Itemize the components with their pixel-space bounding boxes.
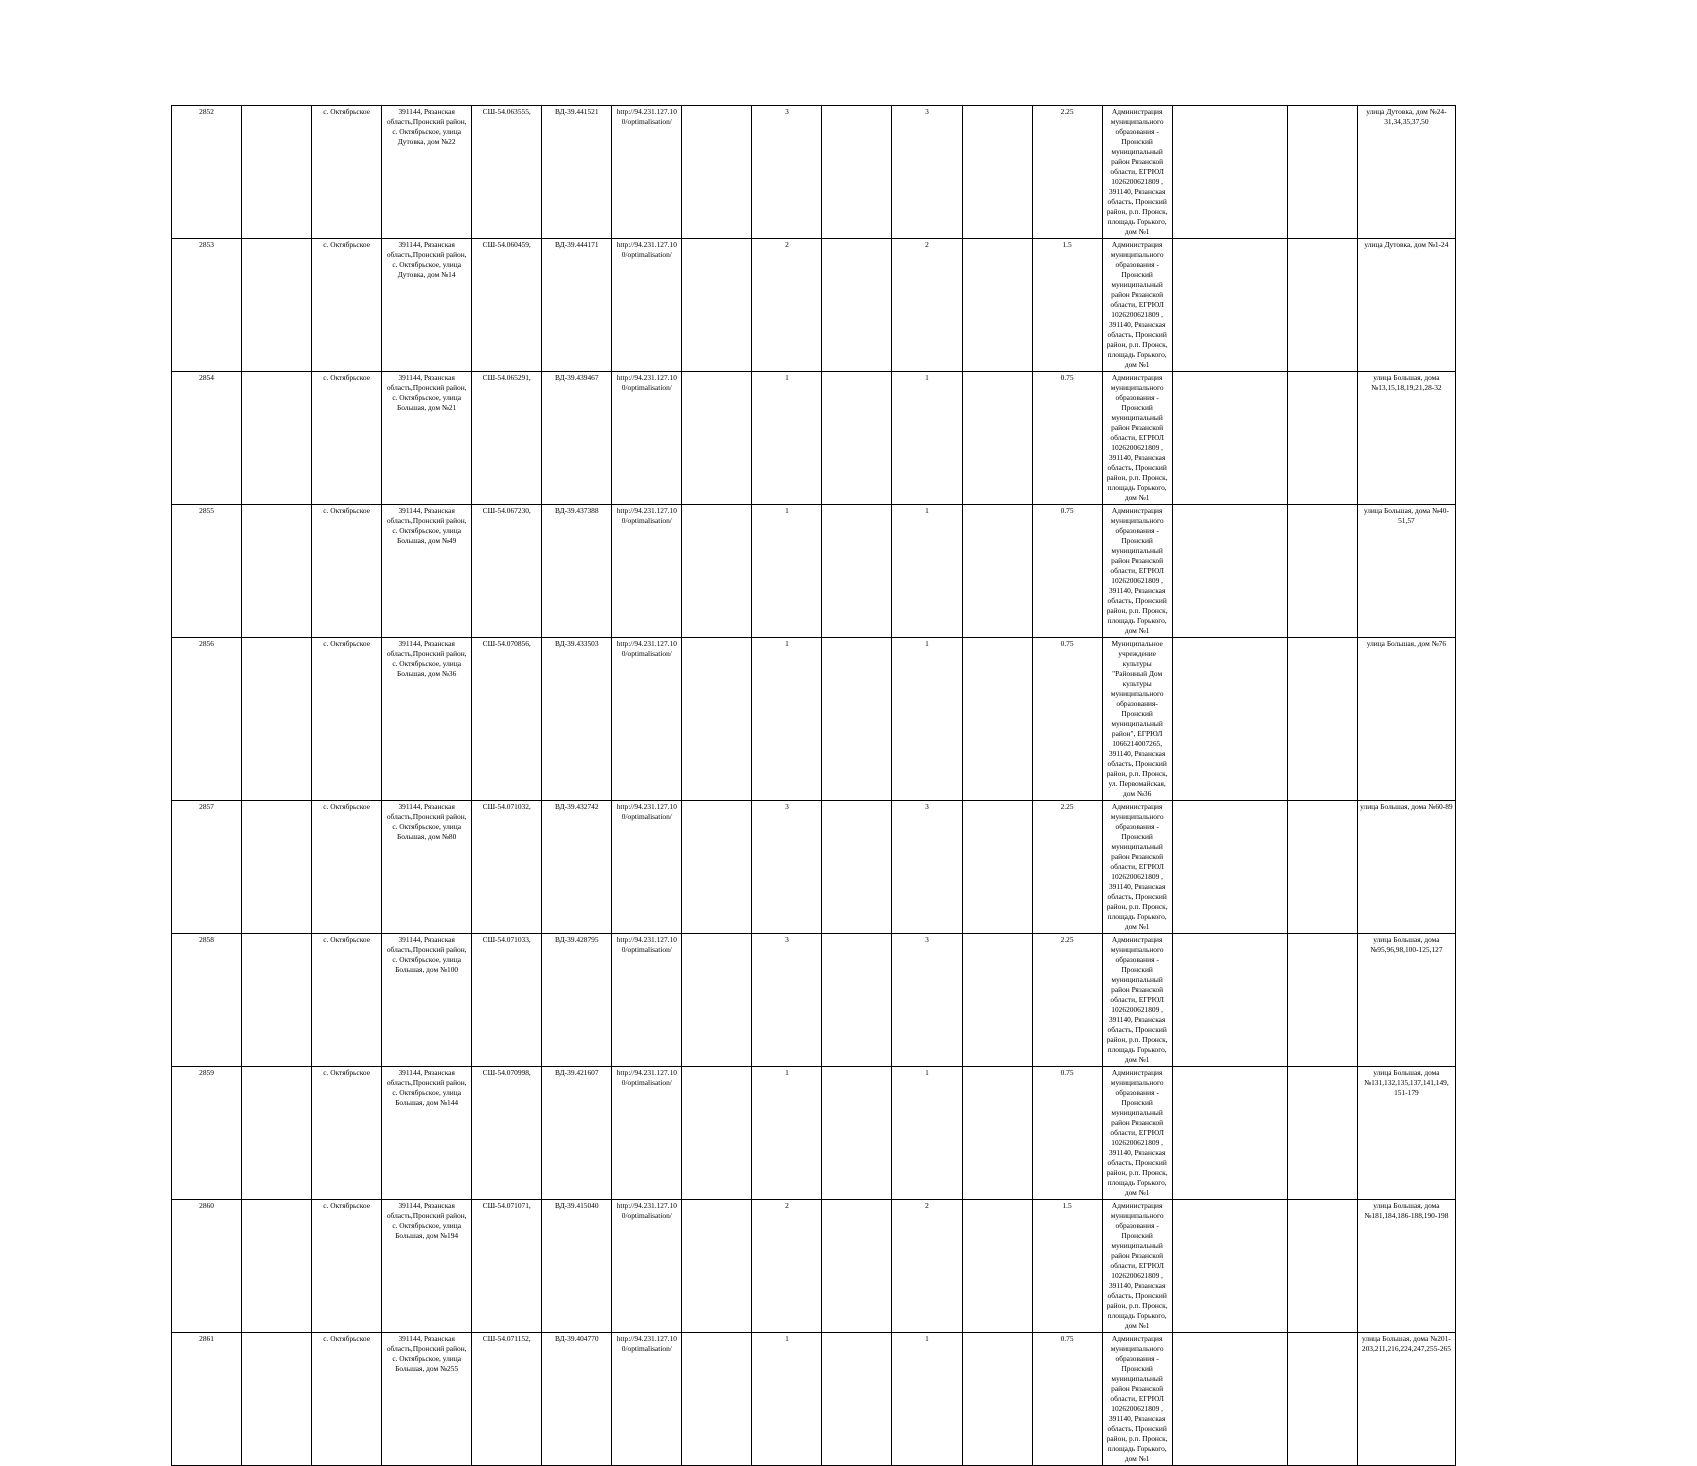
owner-cell: Администрация муниципального образования - Пронский муниципальный район Рязанской области, ЕГРЮЛ 1026200621809 , 391140, Рязанская область, Пронский район, р.п. Пронск, площадь Горького, дом №1 bbox=[1102, 505, 1172, 638]
link-cell: http://94.231.127.10 0/optimalisation/ bbox=[612, 1333, 682, 1466]
link-cell: http://94.231.127.10 0/optimalisation/ bbox=[612, 1067, 682, 1200]
empty-cell bbox=[682, 505, 752, 638]
empty-cell bbox=[962, 1333, 1032, 1466]
link-cell: http://94.231.127.10 0/optimalisation/ bbox=[612, 239, 682, 372]
locality-cell: с. Октябрьское bbox=[312, 638, 382, 801]
empty-cell bbox=[822, 801, 892, 934]
served-cell: улица Большая, дома №60-89 bbox=[1357, 801, 1455, 934]
empty-cell bbox=[1172, 505, 1287, 638]
table-row bbox=[172, 239, 1456, 372]
empty-cell bbox=[1287, 1067, 1357, 1200]
longitude-cell: ВД-39.428795 bbox=[542, 934, 612, 1067]
volume-cell: 0.75 bbox=[1032, 638, 1102, 801]
link-cell: http://94.231.127.10 0/optimalisation/ bbox=[612, 1200, 682, 1333]
empty-cell bbox=[1287, 1200, 1357, 1333]
count-b-cell: 1 bbox=[892, 505, 962, 638]
empty-cell bbox=[1172, 1333, 1287, 1466]
address-cell: 391144, Рязанская область,Пронский район, с. Октябрьское, улица Большая, дом №21 bbox=[382, 372, 472, 505]
owner-cell: Администрация муниципального образования - Пронский муниципальный район Рязанской области, ЕГРЮЛ 1026200621809 , 391140, Рязанская область, Пронский район, р.п. Пронск, площадь Горького, дом №1 bbox=[1102, 1067, 1172, 1200]
empty-cell bbox=[1287, 106, 1357, 239]
empty-cell bbox=[962, 372, 1032, 505]
volume-cell: 0.75 bbox=[1032, 1067, 1102, 1200]
latitude-cell: СШ-54.071152, bbox=[472, 1333, 542, 1466]
empty-cell bbox=[242, 638, 312, 801]
served-cell: улица Большая, дома №13,15,18,19,21,28-32 bbox=[1357, 372, 1455, 505]
count-a-cell: 3 bbox=[752, 801, 822, 934]
longitude-cell: ВД-39.421607 bbox=[542, 1067, 612, 1200]
served-cell: улица Дутовка, дом №24-31,34,35,37,50 bbox=[1357, 106, 1455, 239]
empty-cell bbox=[1287, 801, 1357, 934]
volume-cell: 1.5 bbox=[1032, 239, 1102, 372]
empty-cell bbox=[822, 239, 892, 372]
locality-cell: с. Октябрьское bbox=[312, 1067, 382, 1200]
table-row bbox=[172, 106, 1456, 239]
count-a-cell: 1 bbox=[752, 1333, 822, 1466]
address-cell: 391144, Рязанская область,Пронский район, с. Октябрьское, улица Большая, дом №36 bbox=[382, 638, 472, 801]
longitude-cell: ВД-39.439467 bbox=[542, 372, 612, 505]
address-cell: 391144, Рязанская область,Пронский район, с. Октябрьское, улица Большая, дом №194 bbox=[382, 1200, 472, 1333]
longitude-cell: ВД-39.437388 bbox=[542, 505, 612, 638]
served-cell: улица Большая, дома №201-203,211,216,224,247,255-265 bbox=[1357, 1333, 1455, 1466]
count-a-cell: 3 bbox=[752, 106, 822, 239]
empty-cell bbox=[242, 1200, 312, 1333]
locality-cell: с. Октябрьское bbox=[312, 1333, 382, 1466]
empty-cell bbox=[1287, 934, 1357, 1067]
empty-cell bbox=[242, 1067, 312, 1200]
link-cell: http://94.231.127.10 0/optimalisation/ bbox=[612, 372, 682, 505]
empty-cell bbox=[962, 106, 1032, 239]
link-cell: http://94.231.127.10 0/optimalisation/ bbox=[612, 505, 682, 638]
latitude-cell: СШ-54.071032, bbox=[472, 801, 542, 934]
served-cell: улица Большая, дома №95,96,98,100-125,127 bbox=[1357, 934, 1455, 1067]
address-cell: 391144, Рязанская область,Пронский район, с. Октябрьское, улица Большая, дом №255 bbox=[382, 1333, 472, 1466]
empty-cell bbox=[682, 106, 752, 239]
longitude-cell: ВД-39.433503 bbox=[542, 638, 612, 801]
address-cell: 391144, Рязанская область,Пронский район, с. Октябрьское, улица Дутовка, дом №22 bbox=[382, 106, 472, 239]
owner-cell: Администрация муниципального образования - Пронский муниципальный район Рязанской области, ЕГРЮЛ 1026200621809 , 391140, Рязанская область, Пронский район, р.п. Пронск, площадь Горького, дом №1 bbox=[1102, 372, 1172, 505]
owner-cell: Администрация муниципального образования - Пронский муниципальный район Рязанской области, ЕГРЮЛ 1026200621809 , 391140, Рязанская область, Пронский район, р.п. Пронск, площадь Горького, дом №1 bbox=[1102, 1200, 1172, 1333]
count-b-cell: 2 bbox=[892, 239, 962, 372]
volume-cell: 1.5 bbox=[1032, 1200, 1102, 1333]
empty-cell bbox=[242, 372, 312, 505]
empty-cell bbox=[1172, 934, 1287, 1067]
empty-cell bbox=[1172, 1067, 1287, 1200]
longitude-cell: ВД-39.415040 bbox=[542, 1200, 612, 1333]
served-cell: улица Большая, дома №181,184,186-188,190-198 bbox=[1357, 1200, 1455, 1333]
empty-cell bbox=[682, 372, 752, 505]
empty-cell bbox=[1287, 1333, 1357, 1466]
owner-cell: Муниципальное учреждение культуры "Районный Дом культуры муниципального образования-Пронский муниципальный район", ЕГРЮЛ 1066214007265, 391140, Рязанская область, Пронский район, р.п. Пронск, ул. Первомайская, дом №36 bbox=[1102, 638, 1172, 801]
longitude-cell: ВД-39.432742 bbox=[542, 801, 612, 934]
count-a-cell: 1 bbox=[752, 372, 822, 505]
count-b-cell: 1 bbox=[892, 372, 962, 505]
latitude-cell: СШ-54.063555, bbox=[472, 106, 542, 239]
empty-cell bbox=[682, 638, 752, 801]
empty-cell bbox=[242, 934, 312, 1067]
empty-cell bbox=[1287, 505, 1357, 638]
empty-cell bbox=[682, 934, 752, 1067]
empty-cell bbox=[822, 106, 892, 239]
row-number: 2859 bbox=[172, 1067, 242, 1200]
empty-cell bbox=[242, 1333, 312, 1466]
count-a-cell: 1 bbox=[752, 638, 822, 801]
count-a-cell: 1 bbox=[752, 1067, 822, 1200]
empty-cell bbox=[1172, 372, 1287, 505]
empty-cell bbox=[822, 934, 892, 1067]
volume-cell: 0.75 bbox=[1032, 372, 1102, 505]
registry-table bbox=[171, 105, 1456, 1466]
table-row bbox=[172, 801, 1456, 934]
latitude-cell: СШ-54.060459, bbox=[472, 239, 542, 372]
latitude-cell: СШ-54.070998, bbox=[472, 1067, 542, 1200]
row-number: 2855 bbox=[172, 505, 242, 638]
empty-cell bbox=[962, 934, 1032, 1067]
row-number: 2861 bbox=[172, 1333, 242, 1466]
address-cell: 391144, Рязанская область,Пронский район, с. Октябрьское, улица Дутовка, дом №14 bbox=[382, 239, 472, 372]
count-b-cell: 1 bbox=[892, 1333, 962, 1466]
latitude-cell: СШ-54.067230, bbox=[472, 505, 542, 638]
locality-cell: с. Октябрьское bbox=[312, 801, 382, 934]
empty-cell bbox=[1172, 106, 1287, 239]
row-number: 2856 bbox=[172, 638, 242, 801]
owner-cell: Администрация муниципального образования - Пронский муниципальный район Рязанской области, ЕГРЮЛ 1026200621809 , 391140, Рязанская область, Пронский район, р.п. Пронск, площадь Горького, дом №1 bbox=[1102, 1333, 1172, 1466]
table-row bbox=[172, 638, 1456, 801]
empty-cell bbox=[682, 239, 752, 372]
empty-cell bbox=[822, 1333, 892, 1466]
latitude-cell: СШ-54.071071, bbox=[472, 1200, 542, 1333]
table-row bbox=[172, 1067, 1456, 1200]
table-row bbox=[172, 934, 1456, 1067]
table-row bbox=[172, 1333, 1456, 1466]
link-cell: http://94.231.127.10 0/optimalisation/ bbox=[612, 934, 682, 1067]
table-row bbox=[172, 505, 1456, 638]
empty-cell bbox=[822, 372, 892, 505]
row-number: 2857 bbox=[172, 801, 242, 934]
empty-cell bbox=[822, 638, 892, 801]
empty-cell bbox=[822, 505, 892, 638]
empty-cell bbox=[682, 801, 752, 934]
locality-cell: с. Октябрьское bbox=[312, 372, 382, 505]
empty-cell bbox=[1172, 638, 1287, 801]
empty-cell bbox=[1287, 239, 1357, 372]
volume-cell: 2.25 bbox=[1032, 801, 1102, 934]
table-row bbox=[172, 1200, 1456, 1333]
owner-cell: Администрация муниципального образования - Пронский муниципальный район Рязанской области, ЕГРЮЛ 1026200621809 , 391140, Рязанская область, Пронский район, р.п. Пронск, площадь Горького, дом №1 bbox=[1102, 106, 1172, 239]
longitude-cell: ВД-39.441521 bbox=[542, 106, 612, 239]
count-b-cell: 1 bbox=[892, 638, 962, 801]
owner-cell: Администрация муниципального образования - Пронский муниципальный район Рязанской области, ЕГРЮЛ 1026200621809 , 391140, Рязанская область, Пронский район, р.п. Пронск, площадь Горького, дом №1 bbox=[1102, 934, 1172, 1067]
count-a-cell: 3 bbox=[752, 934, 822, 1067]
row-number: 2858 bbox=[172, 934, 242, 1067]
address-cell: 391144, Рязанская область,Пронский район, с. Октябрьское, улица Большая, дом №49 bbox=[382, 505, 472, 638]
empty-cell bbox=[1287, 638, 1357, 801]
served-cell: улица Дутовка, дом №1-24 bbox=[1357, 239, 1455, 372]
volume-cell: 2.25 bbox=[1032, 106, 1102, 239]
row-number: 2852 bbox=[172, 106, 242, 239]
volume-cell: 0.75 bbox=[1032, 505, 1102, 638]
count-b-cell: 3 bbox=[892, 801, 962, 934]
empty-cell bbox=[242, 239, 312, 372]
empty-cell bbox=[682, 1067, 752, 1200]
address-cell: 391144, Рязанская область,Пронский район, с. Октябрьское, улица Большая, дом №100 bbox=[382, 934, 472, 1067]
count-a-cell: 2 bbox=[752, 1200, 822, 1333]
empty-cell bbox=[1172, 801, 1287, 934]
empty-cell bbox=[682, 1200, 752, 1333]
locality-cell: с. Октябрьское bbox=[312, 1200, 382, 1333]
count-b-cell: 3 bbox=[892, 106, 962, 239]
locality-cell: с. Октябрьское bbox=[312, 934, 382, 1067]
latitude-cell: СШ-54.065291, bbox=[472, 372, 542, 505]
table-row bbox=[172, 372, 1456, 505]
served-cell: улица Большая, дом №76 bbox=[1357, 638, 1455, 801]
address-cell: 391144, Рязанская область,Пронский район, с. Октябрьское, улица Большая, дом №80 bbox=[382, 801, 472, 934]
row-number: 2853 bbox=[172, 239, 242, 372]
empty-cell bbox=[242, 106, 312, 239]
link-cell: http://94.231.127.10 0/optimalisation/ bbox=[612, 638, 682, 801]
empty-cell bbox=[962, 239, 1032, 372]
empty-cell bbox=[962, 1067, 1032, 1200]
count-a-cell: 2 bbox=[752, 239, 822, 372]
volume-cell: 2.25 bbox=[1032, 934, 1102, 1067]
owner-cell: Администрация муниципального образования - Пронский муниципальный район Рязанской области, ЕГРЮЛ 1026200621809 , 391140, Рязанская область, Пронский район, р.п. Пронск, площадь Горького, дом №1 bbox=[1102, 801, 1172, 934]
empty-cell bbox=[822, 1067, 892, 1200]
empty-cell bbox=[962, 638, 1032, 801]
empty-cell bbox=[1172, 239, 1287, 372]
link-cell: http://94.231.127.10 0/optimalisation/ bbox=[612, 106, 682, 239]
empty-cell bbox=[1172, 1200, 1287, 1333]
empty-cell bbox=[962, 505, 1032, 638]
address-cell: 391144, Рязанская область,Пронский район, с. Октябрьское, улица Большая, дом №144 bbox=[382, 1067, 472, 1200]
count-a-cell: 1 bbox=[752, 505, 822, 638]
empty-cell bbox=[822, 1200, 892, 1333]
locality-cell: с. Октябрьское bbox=[312, 505, 382, 638]
count-b-cell: 1 bbox=[892, 1067, 962, 1200]
owner-cell: Администрация муниципального образования - Пронский муниципальный район Рязанской области, ЕГРЮЛ 1026200621809 , 391140, Рязанская область, Пронский район, р.п. Пронск, площадь Горького, дом №1 bbox=[1102, 239, 1172, 372]
empty-cell bbox=[242, 801, 312, 934]
locality-cell: с. Октябрьское bbox=[312, 239, 382, 372]
link-cell: http://94.231.127.10 0/optimalisation/ bbox=[612, 801, 682, 934]
served-cell: улица Большая, дома №40-51,57 bbox=[1357, 505, 1455, 638]
empty-cell bbox=[962, 801, 1032, 934]
longitude-cell: ВД-39.444171 bbox=[542, 239, 612, 372]
empty-cell bbox=[682, 1333, 752, 1466]
longitude-cell: ВД-39.404770 bbox=[542, 1333, 612, 1466]
locality-cell: с. Октябрьское bbox=[312, 106, 382, 239]
latitude-cell: СШ-54.071033, bbox=[472, 934, 542, 1067]
empty-cell bbox=[242, 505, 312, 638]
empty-cell bbox=[1287, 372, 1357, 505]
row-number: 2860 bbox=[172, 1200, 242, 1333]
row-number: 2854 bbox=[172, 372, 242, 505]
volume-cell: 0.75 bbox=[1032, 1333, 1102, 1466]
count-b-cell: 2 bbox=[892, 1200, 962, 1333]
count-b-cell: 3 bbox=[892, 934, 962, 1067]
latitude-cell: СШ-54.070856, bbox=[472, 638, 542, 801]
table-body bbox=[172, 106, 1456, 1466]
served-cell: улица Большая, дома №131,132,135,137,141,149, 151-179 bbox=[1357, 1067, 1455, 1200]
empty-cell bbox=[962, 1200, 1032, 1333]
